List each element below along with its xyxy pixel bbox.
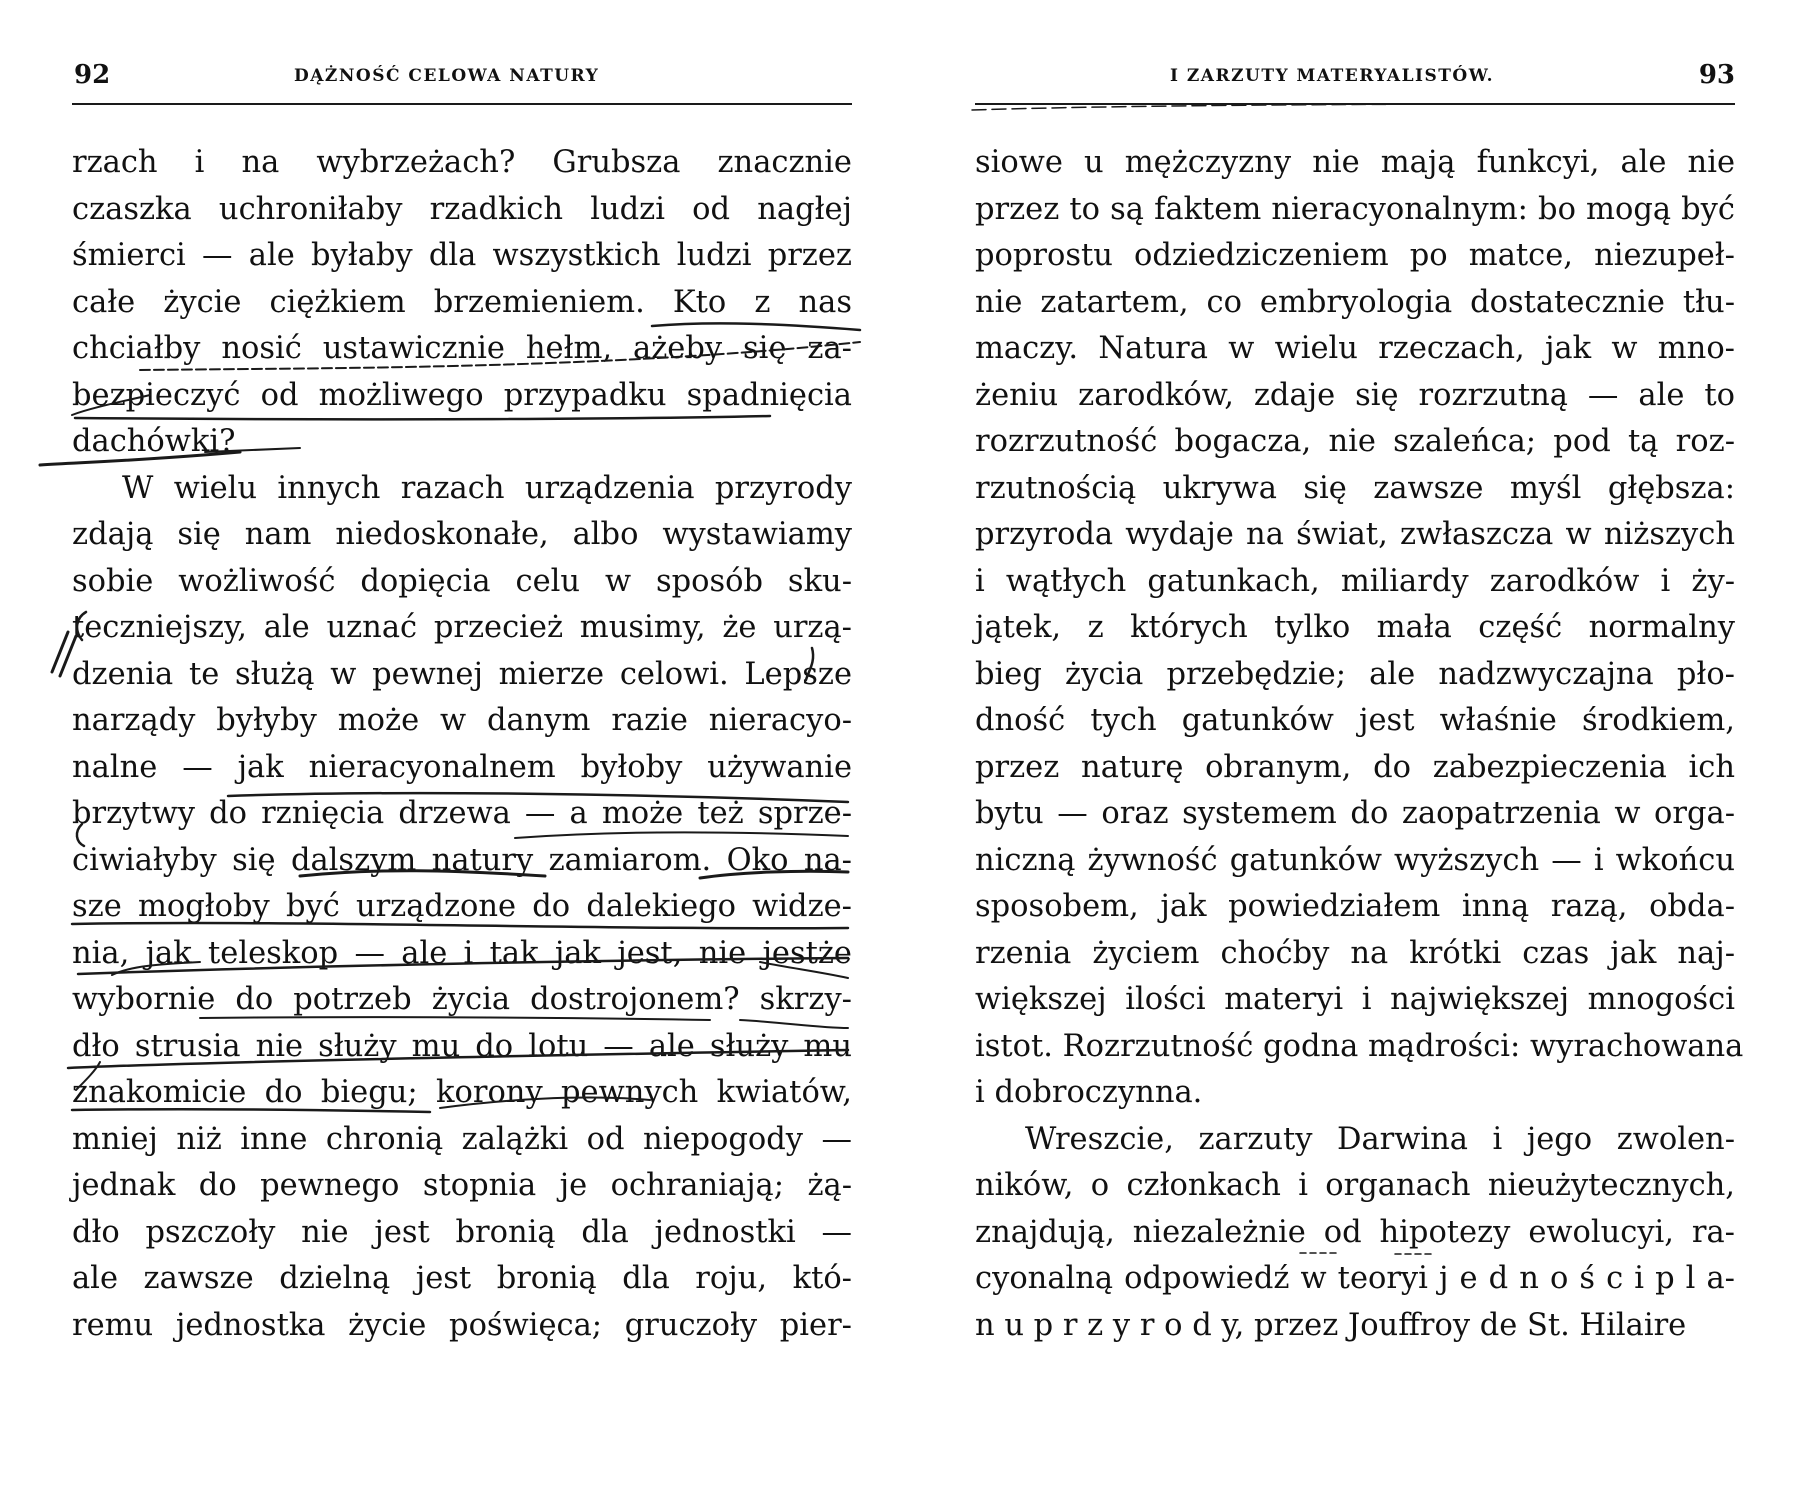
text-line: znakomicie do biegu; korony pewnych kwiatów, xyxy=(72,1075,852,1110)
left-head-rule xyxy=(72,103,852,105)
text-line: dność tych gatunków jest właśnie środkiem, xyxy=(975,703,1735,738)
text-line: sobie wożliwość dopięcia celu w sposób sku- xyxy=(72,563,852,599)
left-running-head xyxy=(72,56,852,96)
text-line: ale zawsze dzielną jest bronią dla roju, któ- xyxy=(72,1261,852,1296)
text-line: ciwiałyby się dalszym natury zamiarom. Oko na- xyxy=(72,842,852,878)
text-line: wybornie do potrzeb życia dostrojonem? skrzy- xyxy=(72,982,852,1017)
text-line: nia, jak teleskop — ale i tak jak jest, nie jestże xyxy=(72,935,852,971)
text-line: przez to są faktem nieracyonalnym: bo mogą być xyxy=(975,191,1735,227)
text-line: przez naturę obranym, do zabezpieczenia ich xyxy=(975,749,1735,785)
text-line: sze mogłoby być urządzone do dalekiego widze- xyxy=(72,889,852,924)
text-line: jątek, z których tylko mała część normalny xyxy=(975,610,1735,645)
text-line: większej ilości materyi i największej mnogości xyxy=(975,982,1735,1017)
text-line: rzutnością ukrywa się zawsze myśl głębsza: xyxy=(975,470,1735,506)
text-line: narządy byłyby może w danym razie nieracyo- xyxy=(72,703,852,738)
text-line: jednak do pewnego stopnia je ochraniają; żą- xyxy=(72,1168,852,1203)
text-line: dachówki? xyxy=(72,424,236,459)
left-running-head-title: DĄŻNOŚĆ CELOWA NATURY xyxy=(294,66,600,86)
text-line: maczy. Natura w wielu rzeczach, jak w mno- xyxy=(975,331,1735,366)
text-line: cyonalną odpowiedź w teoryi j e d n o ś c i p l a- xyxy=(975,1261,1735,1296)
text-line: żeniu zarodków, zdaje się rozrzutną — ale to xyxy=(975,377,1735,413)
text-line: nalne — jak nieracyonalnem byłoby używanie xyxy=(72,749,852,785)
right-page-number: 93 xyxy=(1698,60,1735,90)
text-line: poprostu odziedziczeniem po matce, niezupeł- xyxy=(975,238,1735,273)
text-line: Wreszcie, zarzuty Darwina i jego zwolen- xyxy=(1025,1121,1735,1157)
text-line: rzenia życiem choćby na krótki czas jak naj- xyxy=(975,935,1735,971)
text-line: dzenia te służą w pewnej mierze celowi. Lepsze xyxy=(72,656,852,692)
left-page xyxy=(72,0,852,1500)
text-line: bytu — oraz systemem do zaopatrzenia w orga- xyxy=(975,796,1735,831)
text-line: znajdują, niezależnie od hipotezy ewolucyi, ra- xyxy=(975,1214,1735,1250)
text-line: nie zatartem, co embryologia dostatecznie tłu- xyxy=(975,284,1735,320)
text-line: przyroda wydaje na świat, zwłaszcza w niższych xyxy=(975,517,1735,552)
text-line: ników, o członkach i organach nieużytecznych, xyxy=(975,1168,1735,1203)
right-head-rule xyxy=(975,103,1735,105)
right-page xyxy=(975,0,1744,1500)
text-line: rzach i na wybrzeżach? Grubsza znacznie xyxy=(72,145,852,180)
text-line: całe życie ciężkiem brzemieniem. Kto z nas xyxy=(72,284,852,320)
text-line: W wielu innych razach urządzenia przyrody xyxy=(122,470,852,506)
left-page-number: 92 xyxy=(74,60,111,90)
text-line: i wątłych gatunkach, miliardy zarodków i ży- xyxy=(975,563,1735,599)
text-line: i dobroczynna. xyxy=(975,1075,1203,1110)
text-line: sposobem, jak powiedziałem inną razą, obda- xyxy=(975,889,1735,924)
text-line: remu jednostka życie poświęca; gruczoły pier- xyxy=(72,1307,852,1343)
right-running-head xyxy=(975,56,1735,96)
left-text-block xyxy=(72,140,852,1349)
text-line: brzytwy do rznięcia drzewa — a może też sprze- xyxy=(72,796,852,831)
text-line: siowe u mężczyzny nie mają funkcyi, ale nie xyxy=(975,145,1735,180)
text-line: niczną żywność gatunków wyższych — i wkońcu xyxy=(975,842,1735,878)
text-line: mniej niż inne chronią zalążki od niepogody — xyxy=(72,1121,852,1157)
text-line: śmierci — ale byłaby dla wszystkich ludzi przez xyxy=(72,238,852,273)
text-line: bezpieczyć od możliwego przypadku spadnięcia xyxy=(72,377,852,413)
text-line: rozrzutność bogacza, nie szaleńca; pod tą roz- xyxy=(975,424,1735,459)
right-running-head-title: I ZARZUTY MATERYALISTÓW. xyxy=(1170,66,1495,86)
text-line: istot. Rozrzutność godna mądrości: wyrachowana xyxy=(975,1028,1744,1064)
text-line: czaszka uchroniłaby rzadkich ludzi od nagłej xyxy=(72,191,852,227)
right-text-block xyxy=(975,140,1744,1349)
text-line: n u p r z y r o d y, przez Jouffroy de St. Hilaire xyxy=(975,1307,1687,1343)
text-line: dło strusia nie służy mu do lotu — ale służy mu xyxy=(72,1028,852,1064)
text-line: bieg życia przebędzie; ale nadzwyczajna pło- xyxy=(975,656,1735,692)
text-line: zdają się nam niedoskonałe, albo wystawiamy xyxy=(72,517,852,552)
text-line: dło pszczoły nie jest bronią dla jednostki — xyxy=(72,1214,852,1250)
text-line: chciałby nosić ustawicznie hełm, ażeby się za- xyxy=(72,331,852,366)
text-line: teczniejszy, ale uznać przecież musimy, że urzą- xyxy=(72,610,852,645)
